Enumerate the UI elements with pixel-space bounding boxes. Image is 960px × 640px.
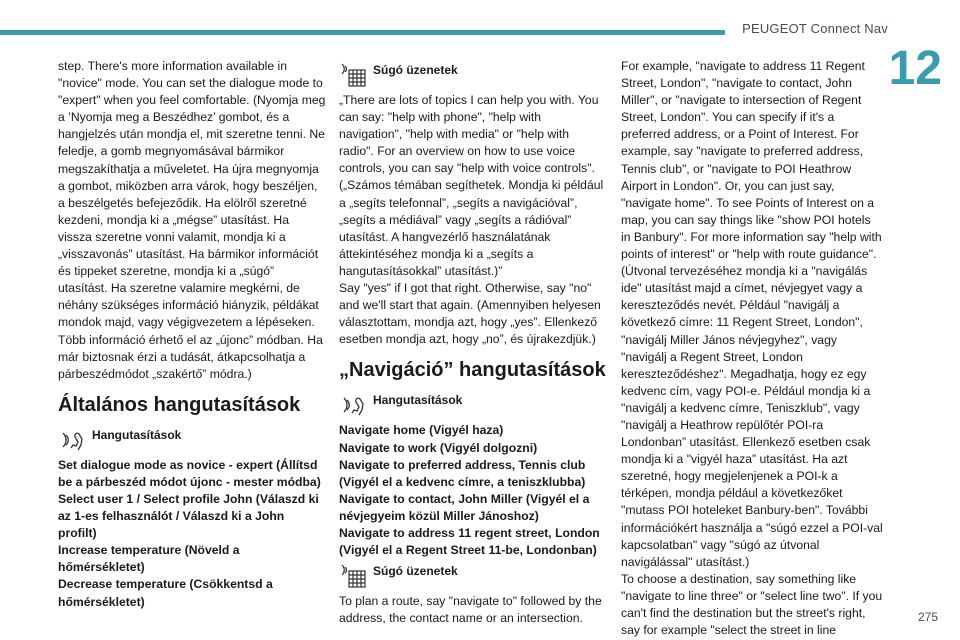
command-item: Set dialogue mode as novice - expert (Állítsd be a párbeszéd módot újonc - mester módba) [58,457,321,489]
voice-command-icon [339,390,369,420]
command-item: Select user 1 / Select profile John (Válaszd ki az 1-es felhasználót / Válaszd ki a John profilt) [58,491,319,541]
help-screen-icon [339,561,369,591]
command-item: Navigate home (Vigyél haza) [339,423,504,438]
command-item: Navigate to preferred address, Tennis club (Vigyél el a kedvenc címre, a teniszklubba) [339,457,586,489]
header-title: PEUGEOT Connect Nav [742,21,888,36]
header-accent-bar [0,30,725,35]
intro-paragraph: step. There's more information available in "novice" mode. You can set the dialogue mode to "expert" when you feel comfortable. (Nyomja meg a ’Nyomja meg a Beszédhez’ gombot, és a hangjelzés után mondja el, mit szeretne tenni. Ne feledje, a gomb megnyomásával bármikor megszakíthatja a műveletet. Ha újra megnyomja a gombot, miközben arra várok, hogy beszéljen, a beszélgetés befejeződik. Ha elölről szeretné kezdeni, mondja ki a „mégse” utasítást. Ha vissza szeretne vonni valamit, mondja ki a „visszavonás” utasítást. Ha bármikor információt és tippeket szeretne, mondja ki a „súgó” utasítást. Ha szeretne valamire megkérni, de néhány szükséges információ hiányzik, példákat mondok majd, vagy végigvezetem a lépéseken. Több információ érhető el az „újonc” módban. Ha már biztosnak érzi a tudását, átkapcsolhatja a párbeszédmódot „szakértő” módra.) [58,59,326,381]
command-item: Navigate to work (Vigyél dolgozni) [339,440,538,455]
body-paragraph: To choose a destination, say something like "navigate to line three" or "select line two". If you can't find the destination but the street's right, say for example "select the street in line [621,571,883,638]
general-command-list [58,457,326,611]
command-item: Increase temperature (Növeld a hőmérsékletet) [58,543,240,575]
help-text: Say "yes" if I got that right. Otherwise, say "no" and we'll start that again. (Amennyiben helyesen választottam, mondja azt, hogy „yes”. Ellenkező esetben mondja azt, hogy „no”, és újrakezdjük.) [339,281,601,347]
help-messages-subheading [339,60,607,90]
column-3 [621,58,883,639]
voice-commands-subheading [58,425,326,455]
help-screen-icon [339,60,369,90]
voice-command-icon [58,425,88,455]
help-messages-label: Súgó üzenetek [373,63,458,77]
general-commands-heading: Általános hangutasítások [58,393,301,416]
column-1 [58,58,326,611]
chapter-number: 12 [888,42,942,95]
column-2 [339,58,607,627]
page-number: 275 [917,610,938,624]
body-paragraph: For example, "navigate to address 11 Regent Street, London", "navigate to contact, John Miller", or "navigate to intersection of Regent Street, London". You can specify if it's a preferred address, or a Point of Interest. For example, say "navigate to preferred address, Tennis club", or "navigate to POI Heathrow Airport in London". Or, you can just say, "navigate home". To see Points of Interest on a map, you can say things like "show POI hotels in Banbury". For more information say "help with points of interest" or "help with route guidance". (Útvonal tervezéséhez mondja ki a "navigálás ide" utasítást majd a címet, névjegyet vagy a kereszteződés nevét. Például "navigálj a következő címre: 11 Regent Street, London", "navigálj Miller János névjegyhez", vagy "navigálj a Regent Street, London kereszteződéshez". Megadhatja, hogy ez egy kedvenc cím, vagy POI-e. Például mondja ki a "navigálj a kedvenc címre, Teniszklub", vagy "navigálj a Heathrow repülőtér POI-ra Londonban” utasítást. Ellenkező esetben csak mondja ki a "vigyél haza” utasítást. Ha azt szeretné, hogy megjelenjenek a POI-k a térképen, mondja például a következőket "mutass POI hoteleket Banbury-ben". További információkért használja a "súgó ezzel a POI-val kapcsolatban" vagy "súgó az útvonal navigálással" utasítást.) [621,59,883,569]
command-item: Navigate to address 11 regent street, London (Vigyél el a Regent Street 11-be, Londonban) [339,525,600,558]
command-item: Navigate to contact, John Miller (Vigyél el a névjegyeim közül Miller Jánoshoz) [339,491,590,523]
voice-commands-label: Hangutasítások [373,393,463,408]
help-text: To plan a route, say "navigate to" followed by the address, the contact name or an intersection. [339,594,602,626]
help-text: „There are lots of topics I can help you with. You can say: "help with phone", "help with navigation", "help with media" or "help with radio". For an overview on how to use voice controls, you can say "help with voice controls". („Számos témában segíthetek. Mondja ki például a „segíts telefonnal”, „segíts a navigációval”, „segíts a médiával” vagy „segíts a rádióval” utasítást. A hangvezérlő használatának áttekintéséhez mondja ki a „segíts a hangutasításokkal” utasítást.)” [339,93,604,278]
navigation-command-list [339,422,607,559]
voice-commands-subheading [339,390,607,420]
help-messages-subheading [339,561,607,591]
help-messages-label: Súgó üzenetek [373,564,458,579]
navigation-commands-heading: „Navigáció” hangutasítások [339,359,606,382]
command-item: Decrease temperature (Csökkentsd a hőmérsékletet) [58,577,273,609]
voice-commands-label: Hangutasítások [92,427,182,442]
